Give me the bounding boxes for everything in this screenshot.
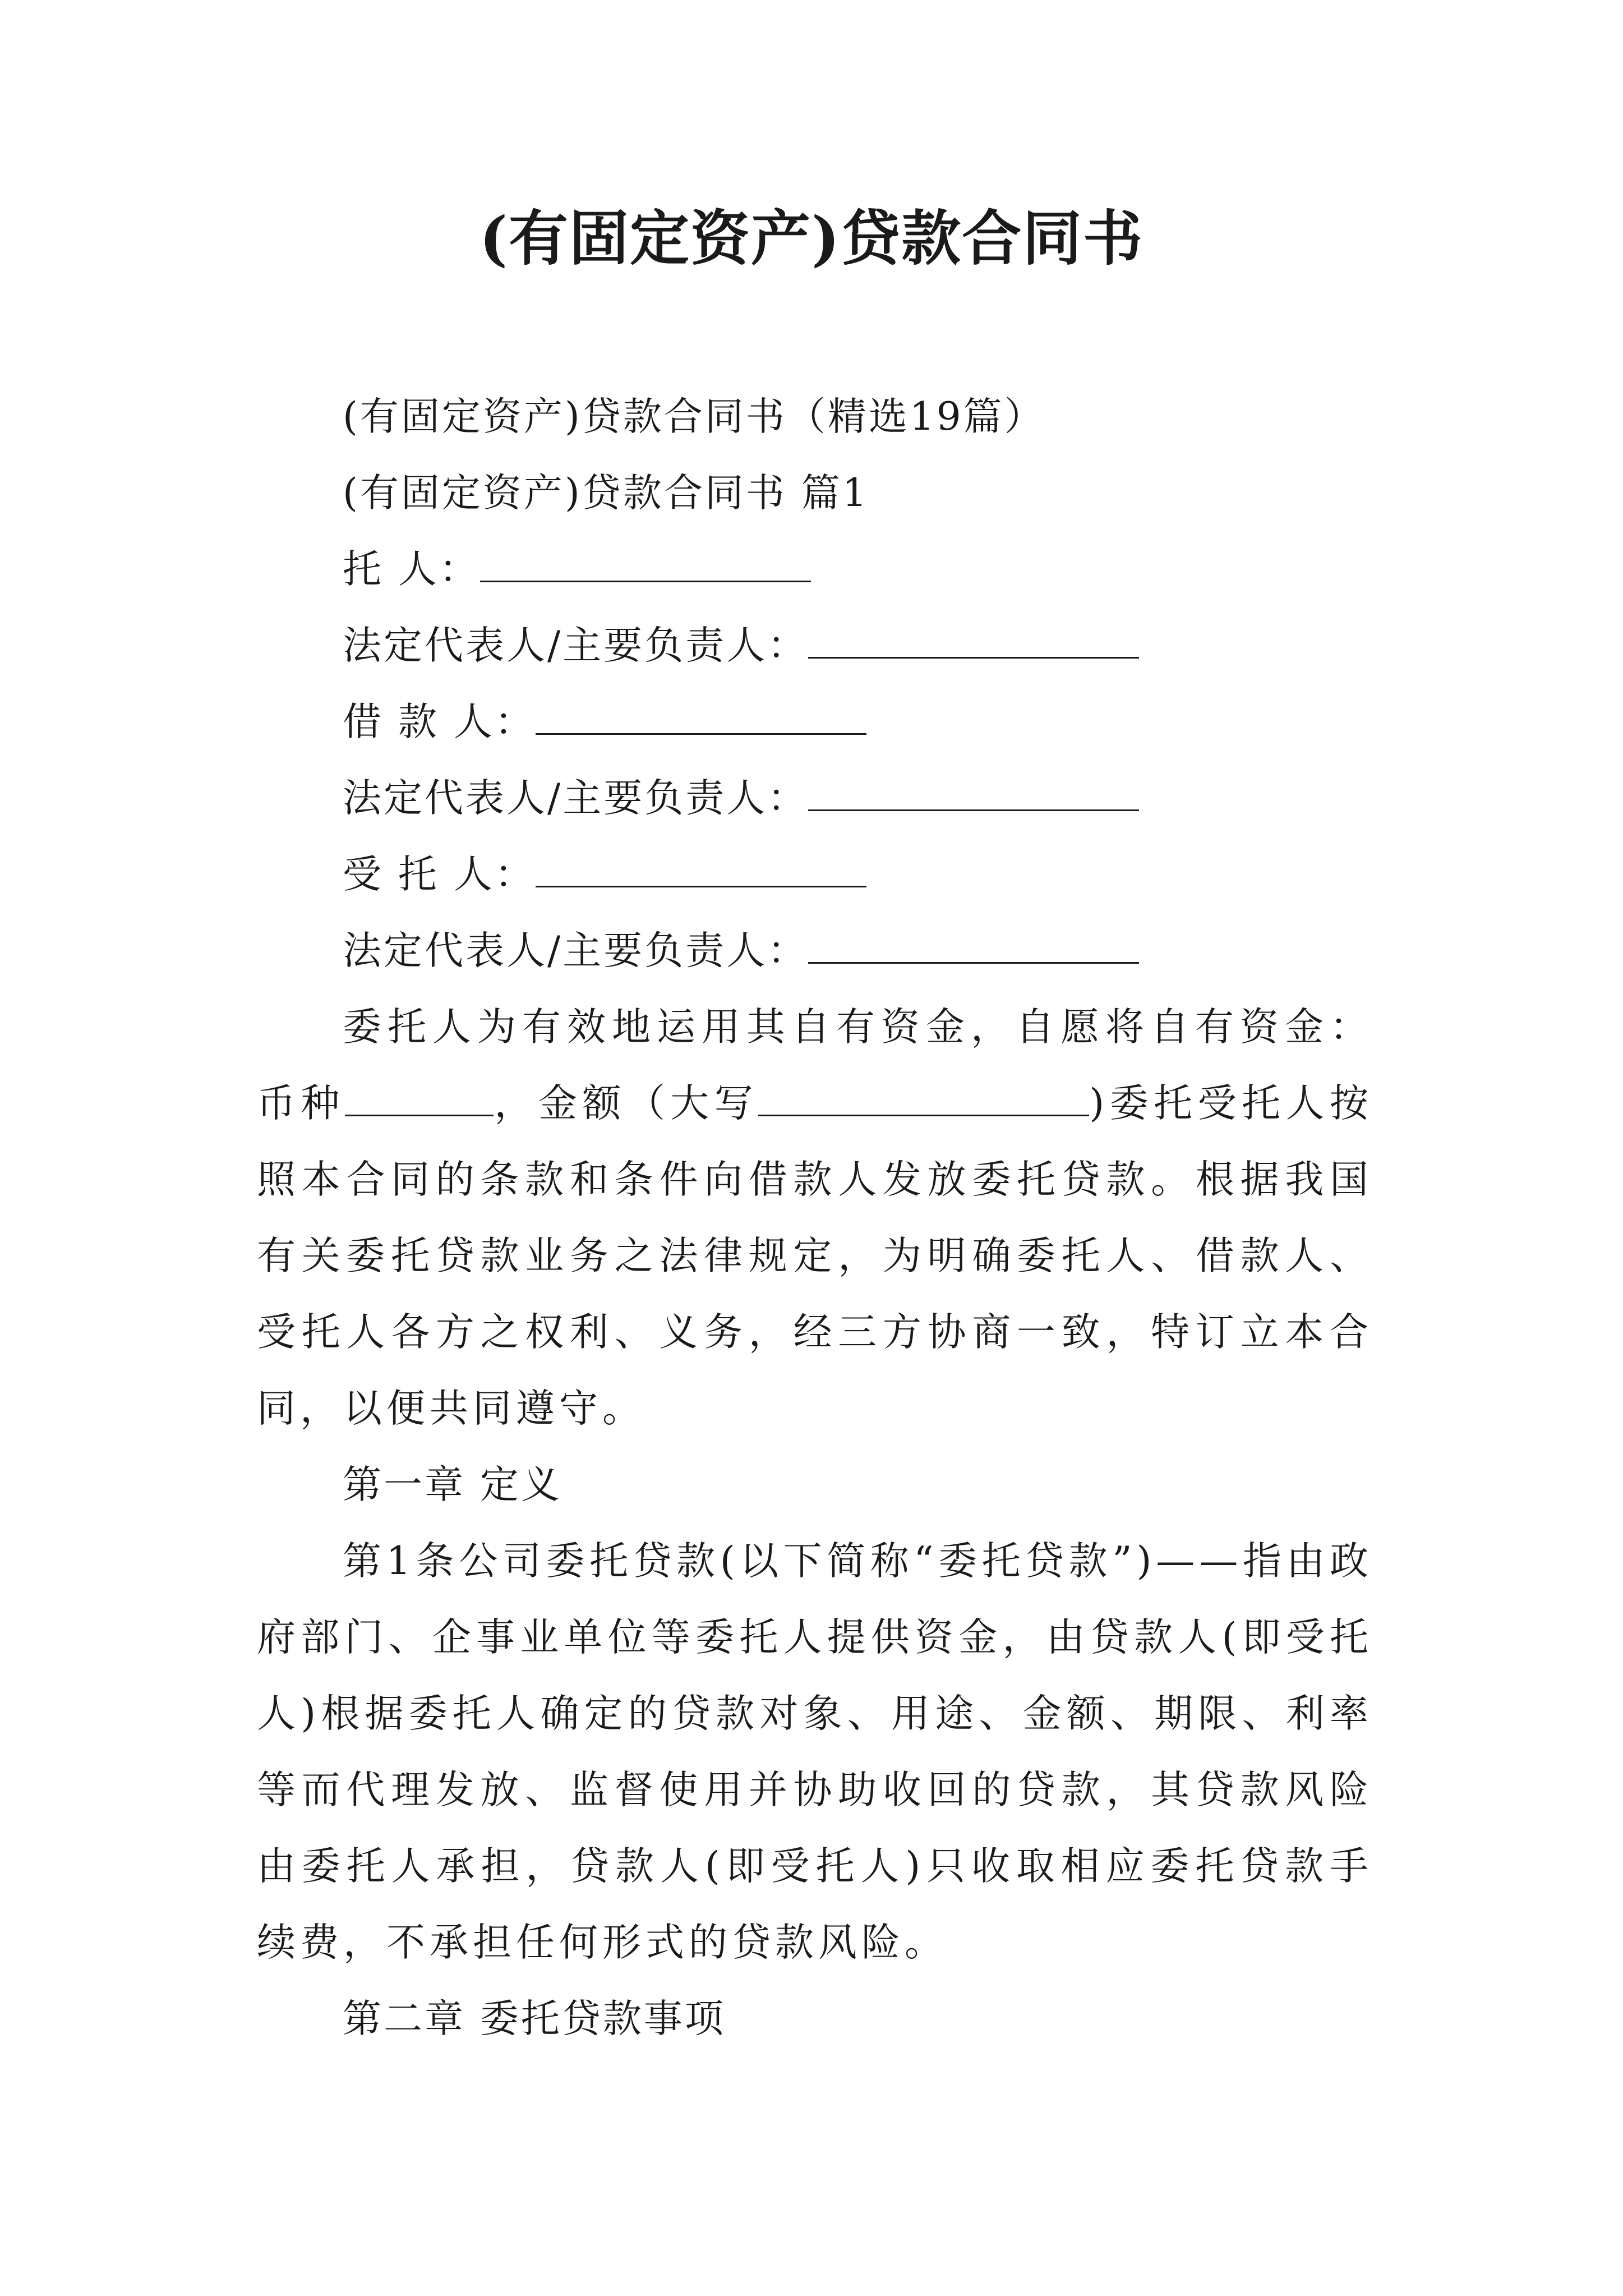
document-subtitle: (有固定资产)贷款合同书（精选19篇） xyxy=(343,394,1045,439)
party-line-trustee xyxy=(257,836,1373,913)
section-heading: (有固定资产)贷款合同书 篇1 xyxy=(343,471,869,516)
intro-text-3: )委托受托人按照本合同的条款和条件向借款人发放委托贷款。根据我国有关委托贷款业务之法律规定，为明确委托人、借款人、受托人各方之权利、义务，经三方协商一致，特订立本合同，以便共同遵守。 xyxy=(257,1081,1373,1431)
party-label: 法定代表人/主要负责人： xyxy=(343,928,809,973)
chapter-heading: 第二章 委托贷款事项 xyxy=(343,1996,726,2041)
blank-field[interactable] xyxy=(536,698,866,735)
document-body xyxy=(257,379,1373,2057)
party-line-trustor-representative xyxy=(257,608,1373,684)
party-label: 托 人： xyxy=(343,547,480,592)
party-line-borrower-representative xyxy=(257,760,1373,836)
document-title: (有固定资产)贷款合同书 xyxy=(479,203,1144,273)
intro-paragraph xyxy=(257,989,1373,1447)
blank-field[interactable] xyxy=(480,546,811,582)
amount-blank[interactable] xyxy=(758,1080,1089,1116)
party-line-borrower xyxy=(257,684,1373,760)
chapter-heading: 第一章 定义 xyxy=(343,1462,562,1507)
blank-field[interactable] xyxy=(808,775,1139,811)
blank-field[interactable] xyxy=(536,851,866,887)
party-label: 借 款 人： xyxy=(343,700,536,744)
blank-field[interactable] xyxy=(808,622,1139,659)
party-label: 受 托 人： xyxy=(343,852,536,897)
party-line-trustor xyxy=(257,531,1373,608)
currency-blank[interactable] xyxy=(345,1080,494,1116)
intro-text-2: ，金额（大写 xyxy=(493,1081,759,1126)
party-label: 法定代表人/主要负责人： xyxy=(343,623,809,668)
article-paragraph: 第1条公司委托贷款(以下简称“委托贷款”)——指由政府部门、企事业单位等委托人提供资金，由贷款人(即受托人)根据委托人确定的贷款对象、用途、金额、期限、利率等而代理发放、监督使用并协助收回的贷款，其贷款风险由委托人承担，贷款人(即受托人)只收取相应委托贷款手续费，不承担任何形式的贷款风险。 xyxy=(257,1539,1373,1965)
intro-text-1: 委托人为有效地运用其自有资金，自愿将自有资金：币种 xyxy=(257,1005,1373,1126)
party-label: 法定代表人/主要负责人： xyxy=(343,776,809,821)
party-line-trustee-representative xyxy=(257,913,1373,989)
blank-field[interactable] xyxy=(808,927,1139,964)
